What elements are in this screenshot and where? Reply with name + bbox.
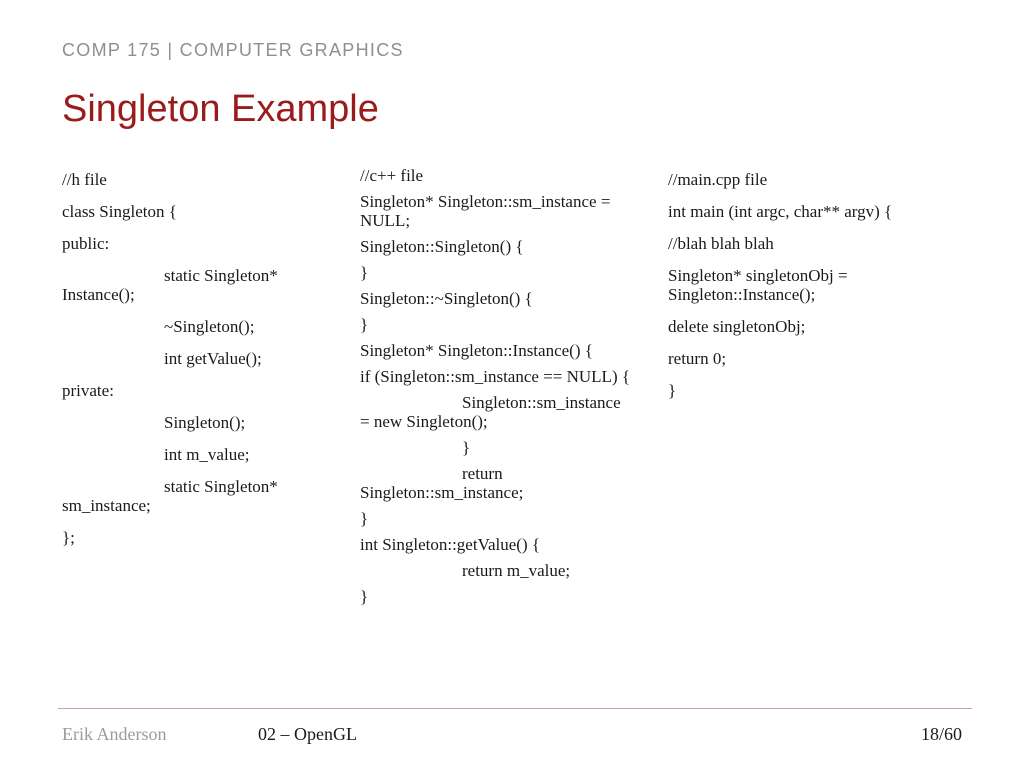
code-line: int main (int argc, char** argv) { — [668, 202, 893, 221]
code-line: return 0; — [668, 349, 727, 368]
code-line: int getValue(); — [164, 349, 262, 368]
code-line: static Singleton* Instance(); — [62, 266, 278, 304]
code-line: int Singleton::getValue() { — [360, 535, 541, 554]
code-line: }; — [62, 528, 75, 547]
code-line: if (Singleton::sm_instance == NULL) { — [360, 367, 631, 386]
code-line: //c++ file — [360, 166, 424, 185]
code-line: Singleton::sm_instance = new Singleton(); — [360, 393, 621, 431]
footer-author: Erik Anderson — [62, 724, 167, 744]
code-line: //main.cpp file — [668, 170, 768, 189]
code-line: } — [360, 263, 369, 282]
code-line: Singleton::Singleton() { — [360, 237, 524, 256]
code-line: Singleton* Singleton::Instance() { — [360, 341, 593, 360]
slide-number: 18/60 — [920, 724, 962, 744]
code-line: return m_value; — [462, 561, 571, 580]
course-header: COMP 175 | COMPUTER GRAPHICS — [62, 40, 404, 60]
code-line: } — [462, 438, 471, 457]
code-line: Singleton* Singleton::sm_instance = NULL; — [360, 192, 611, 230]
code-line: Singleton::~Singleton() { — [360, 289, 533, 308]
code-line: int m_value; — [164, 445, 250, 464]
code-line: } — [360, 509, 369, 528]
code-line: Singleton(); — [164, 413, 246, 432]
header-file-code-column — [62, 170, 312, 560]
cpp-file-code-column — [360, 166, 632, 613]
code-line: //h file — [62, 170, 107, 189]
code-line: static Singleton* sm_instance; — [62, 477, 278, 515]
code-line: } — [360, 587, 369, 606]
footer-chapter: 02 – OpenGL — [258, 724, 357, 744]
code-line: public: — [62, 234, 110, 253]
code-line: return Singleton::sm_instance; — [360, 464, 524, 502]
code-line: //blah blah blah — [668, 234, 774, 253]
slide-title: Singleton Example — [62, 88, 379, 130]
code-line: } — [668, 381, 677, 400]
code-line: ~Singleton(); — [164, 317, 255, 336]
code-line: } — [360, 315, 369, 334]
main-file-code-column — [668, 170, 968, 413]
code-line: private: — [62, 381, 114, 400]
code-line: Singleton* singletonObj = Singleton::Instance(); — [668, 266, 848, 304]
code-line: delete singletonObj; — [668, 317, 806, 336]
code-line: class Singleton { — [62, 202, 177, 221]
footer-divider — [58, 708, 972, 709]
